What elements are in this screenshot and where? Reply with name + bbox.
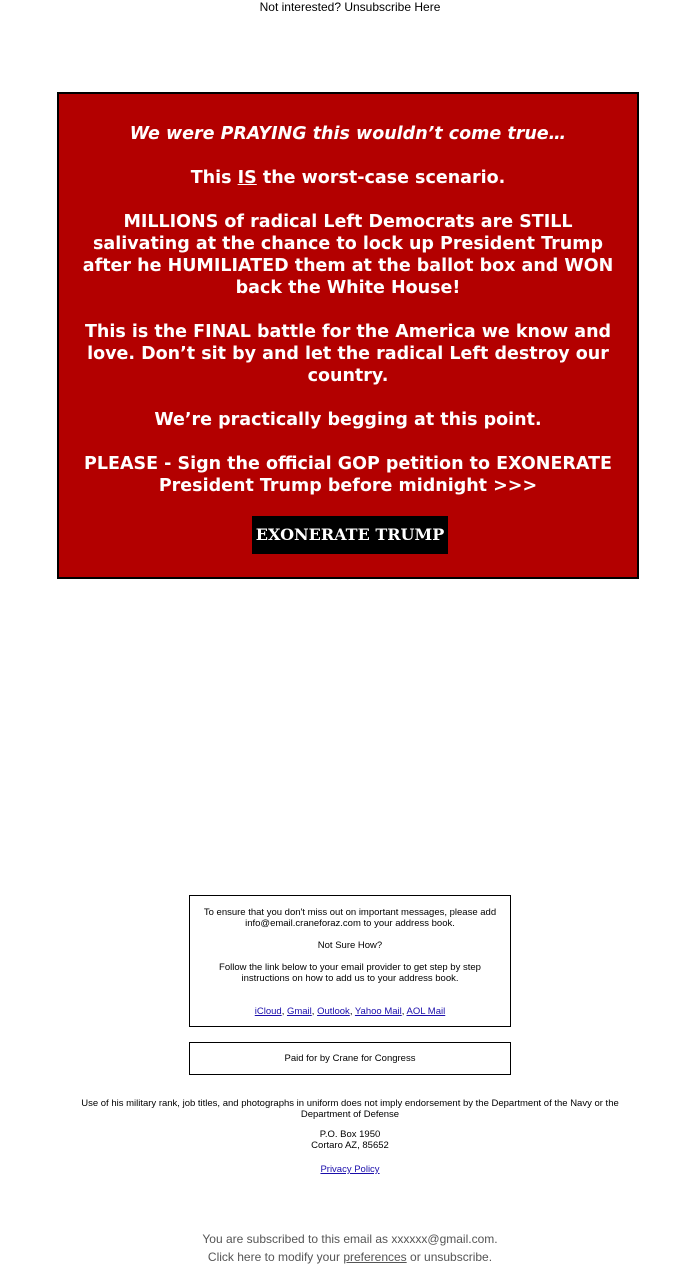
provider-instructions: Follow the link below to your email provider to get step by step instructions on how to add us to your address book. [219,962,481,984]
privacy-policy-link[interactable]: Privacy Policy [320,1164,380,1175]
preferences-link[interactable]: preferences [343,1250,407,1264]
begging-line: We’re practically begging at this point. [154,410,542,430]
email-provider-links [190,1006,510,1017]
worst-case-line [59,167,637,189]
millions-paragraph: MILLIONS of radical Left Democrats are STILL salivating at the chance to lock up President Trump after he HUMILIATED them at the ballot box and WON back the White House! [82,212,614,298]
military-disclaimer: Use of his military rank, job titles, and photographs in uniform does not imply endorsement by the Department of the Navy or the Department of Defense [81,1098,619,1120]
link-separator: , [311,1006,318,1017]
petition-banner [57,92,639,579]
outlook-link[interactable]: Outlook [317,1006,350,1017]
worst-pre-text: This [190,168,238,188]
gmail-link[interactable]: Gmail [286,1006,312,1017]
aol-mail-link[interactable]: AOL Mail [406,1006,446,1017]
address-book-instructions: To ensure that you don't miss out on important messages, please add info@email.craneforaz.com to your address book. [203,907,497,929]
subscription-footer [0,1230,700,1265]
modify-post-text: or unsubscribe. [406,1250,493,1264]
address-line-2: Cortaro AZ, 85652 [311,1139,389,1151]
privacy-section [0,1164,700,1175]
unsubscribe-link[interactable]: Not interested? Unsubscribe Here [259,0,441,14]
link-separator: , [349,1006,355,1017]
praying-headline: We were PRAYING this wouldn’t come true… [129,124,567,144]
worst-is-emphasis: IS [237,168,257,188]
address-book-notice [189,895,511,1027]
modify-preferences-line [0,1248,700,1265]
not-sure-how-text: Not Sure How? [317,940,383,951]
petition-call-to-action: PLEASE - Sign the official GOP petition to EXONERATE President Trump before midnight >>> [84,454,612,496]
subscribed-as-text: You are subscribed to this email as xxxxxx@gmail.com. [202,1232,498,1246]
address-line-1: P.O. Box 1950 [319,1129,381,1140]
link-separator: , [281,1006,287,1017]
mailing-address [0,1130,700,1151]
worst-post-text: the worst-case scenario. [256,168,506,188]
yahoo-mail-link[interactable]: Yahoo Mail [354,1006,402,1017]
paid-for-box [189,1042,511,1075]
unsubscribe-header [0,0,700,14]
icloud-link[interactable]: iCloud [254,1006,282,1017]
final-battle-paragraph: This is the FINAL battle for the America we know and love. Don’t sit by and let the radical Left destroy our country. [84,322,612,386]
modify-pre-text: Click here to modify your [207,1250,344,1264]
link-separator: , [401,1006,407,1017]
exonerate-trump-button[interactable]: EXONERATE TRUMP [252,516,448,554]
paid-for-text: Paid for by Crane for Congress [284,1053,416,1064]
